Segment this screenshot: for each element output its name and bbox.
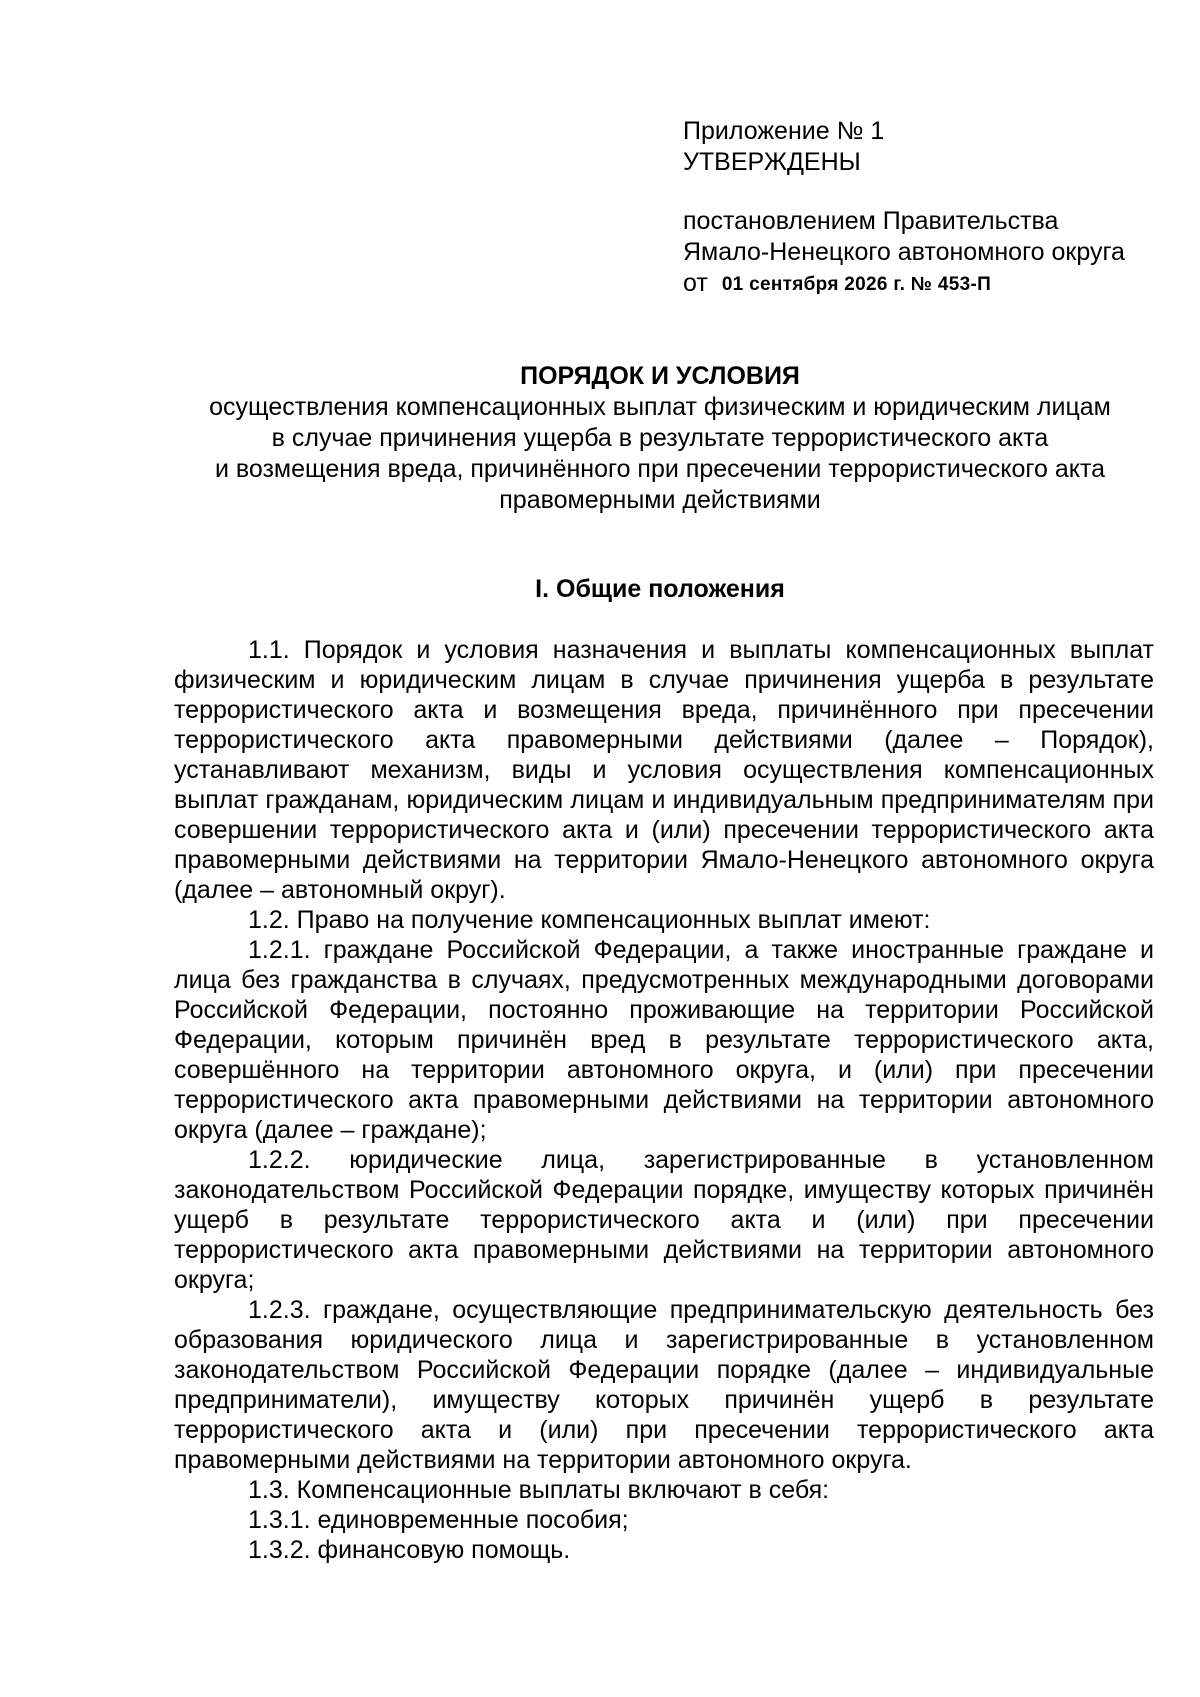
from-prefix: от — [683, 269, 708, 297]
resolution-date-number: 01 сентября 2026 г. № 453-П — [721, 274, 992, 295]
paragraph-1-2-1: 1.2.1. граждане Российской Федерации, а также иностранные граждане и лица без гражданства в случаях, предусмотренных международными договорами Российской Федерации, постоянно проживающие на территории Российской Федерации, которым причинён вред в результате террористического акта, совершённого на территории автономного округа, и (или) при пресечении террористического акта правомерными действиями на территории автономного округа (далее – граждане); — [174, 936, 1154, 1144]
region-line: Ямало-Ненецкого автономного округа — [683, 238, 1125, 266]
paragraph-1-3-2: 1.3.2. финансовую помощь. — [248, 1536, 571, 1564]
title-line-1: осуществления компенсационных выплат физическим и юридическим лицам — [209, 393, 1111, 421]
resolution-date-line — [683, 268, 1163, 300]
paragraph-1-2-3: 1.2.3. граждане, осуществляющие предпринимательскую деятельность без образования юридического лица и зарегистрированные в установленном законодательством Российской Федерации порядке (далее – индивидуальные предприниматели), имуществу которых причинён ущерб в результате террористического акта и (или) при пресечении террористического акта правомерными действиями на территории автономного округа. — [174, 1296, 1154, 1474]
title-main: ПОРЯДОК И УСЛОВИЯ — [520, 362, 800, 390]
approved-label: УТВЕРЖДЕНЫ — [683, 148, 861, 176]
paragraph-1-2-2: 1.2.2. юридические лица, зарегистрированные в установленном законодательством Российской Федерации порядке, имуществу которых причинён ущерб в результате террористического акта и (или) при пресечении террористического акта правомерными действиями на территории автономного округа; — [174, 1146, 1154, 1294]
document-body — [174, 635, 1154, 1565]
paragraph-1-1: 1.1. Порядок и условия назначения и выплаты компенсационных выплат физическим и юридическим лицам в случае причинения ущерба в результате террористического акта и возмещения вреда, причинённого при пресечении террористического акта правомерными действиями (далее – Порядок), устанавливают механизм, виды и условия осуществления компенсационных выплат гражданам, юридическим лицам и индивидуальным предпринимателям при совершении террористического акта и (или) пресечении террористического акта правомерными действиями на территории Ямало-Ненецкого автономного округа (далее – автономный округ). — [174, 636, 1154, 904]
paragraph-1-3: 1.3. Компенсационные выплаты включают в себя: — [248, 1476, 830, 1504]
paragraph-1-2: 1.2. Право на получение компенсационных выплат имеют: — [248, 906, 931, 934]
title-line-3: и возмещения вреда, причинённого при пресечении террористического акта — [214, 455, 1106, 483]
document-title — [170, 361, 1150, 516]
title-line-2: в случае причинения ущерба в результате террористического акта — [271, 424, 1049, 452]
approval-spacer — [683, 178, 1163, 206]
paragraph-1-3-1: 1.3.1. единовременные пособия; — [248, 1506, 629, 1534]
approval-block — [683, 116, 1163, 300]
section-heading: I. Общие положения — [535, 575, 785, 603]
appendix-number: Приложение № 1 — [683, 117, 885, 145]
title-line-4: правомерными действиями — [499, 486, 821, 514]
resolution-line: постановлением Правительства — [683, 207, 1059, 235]
